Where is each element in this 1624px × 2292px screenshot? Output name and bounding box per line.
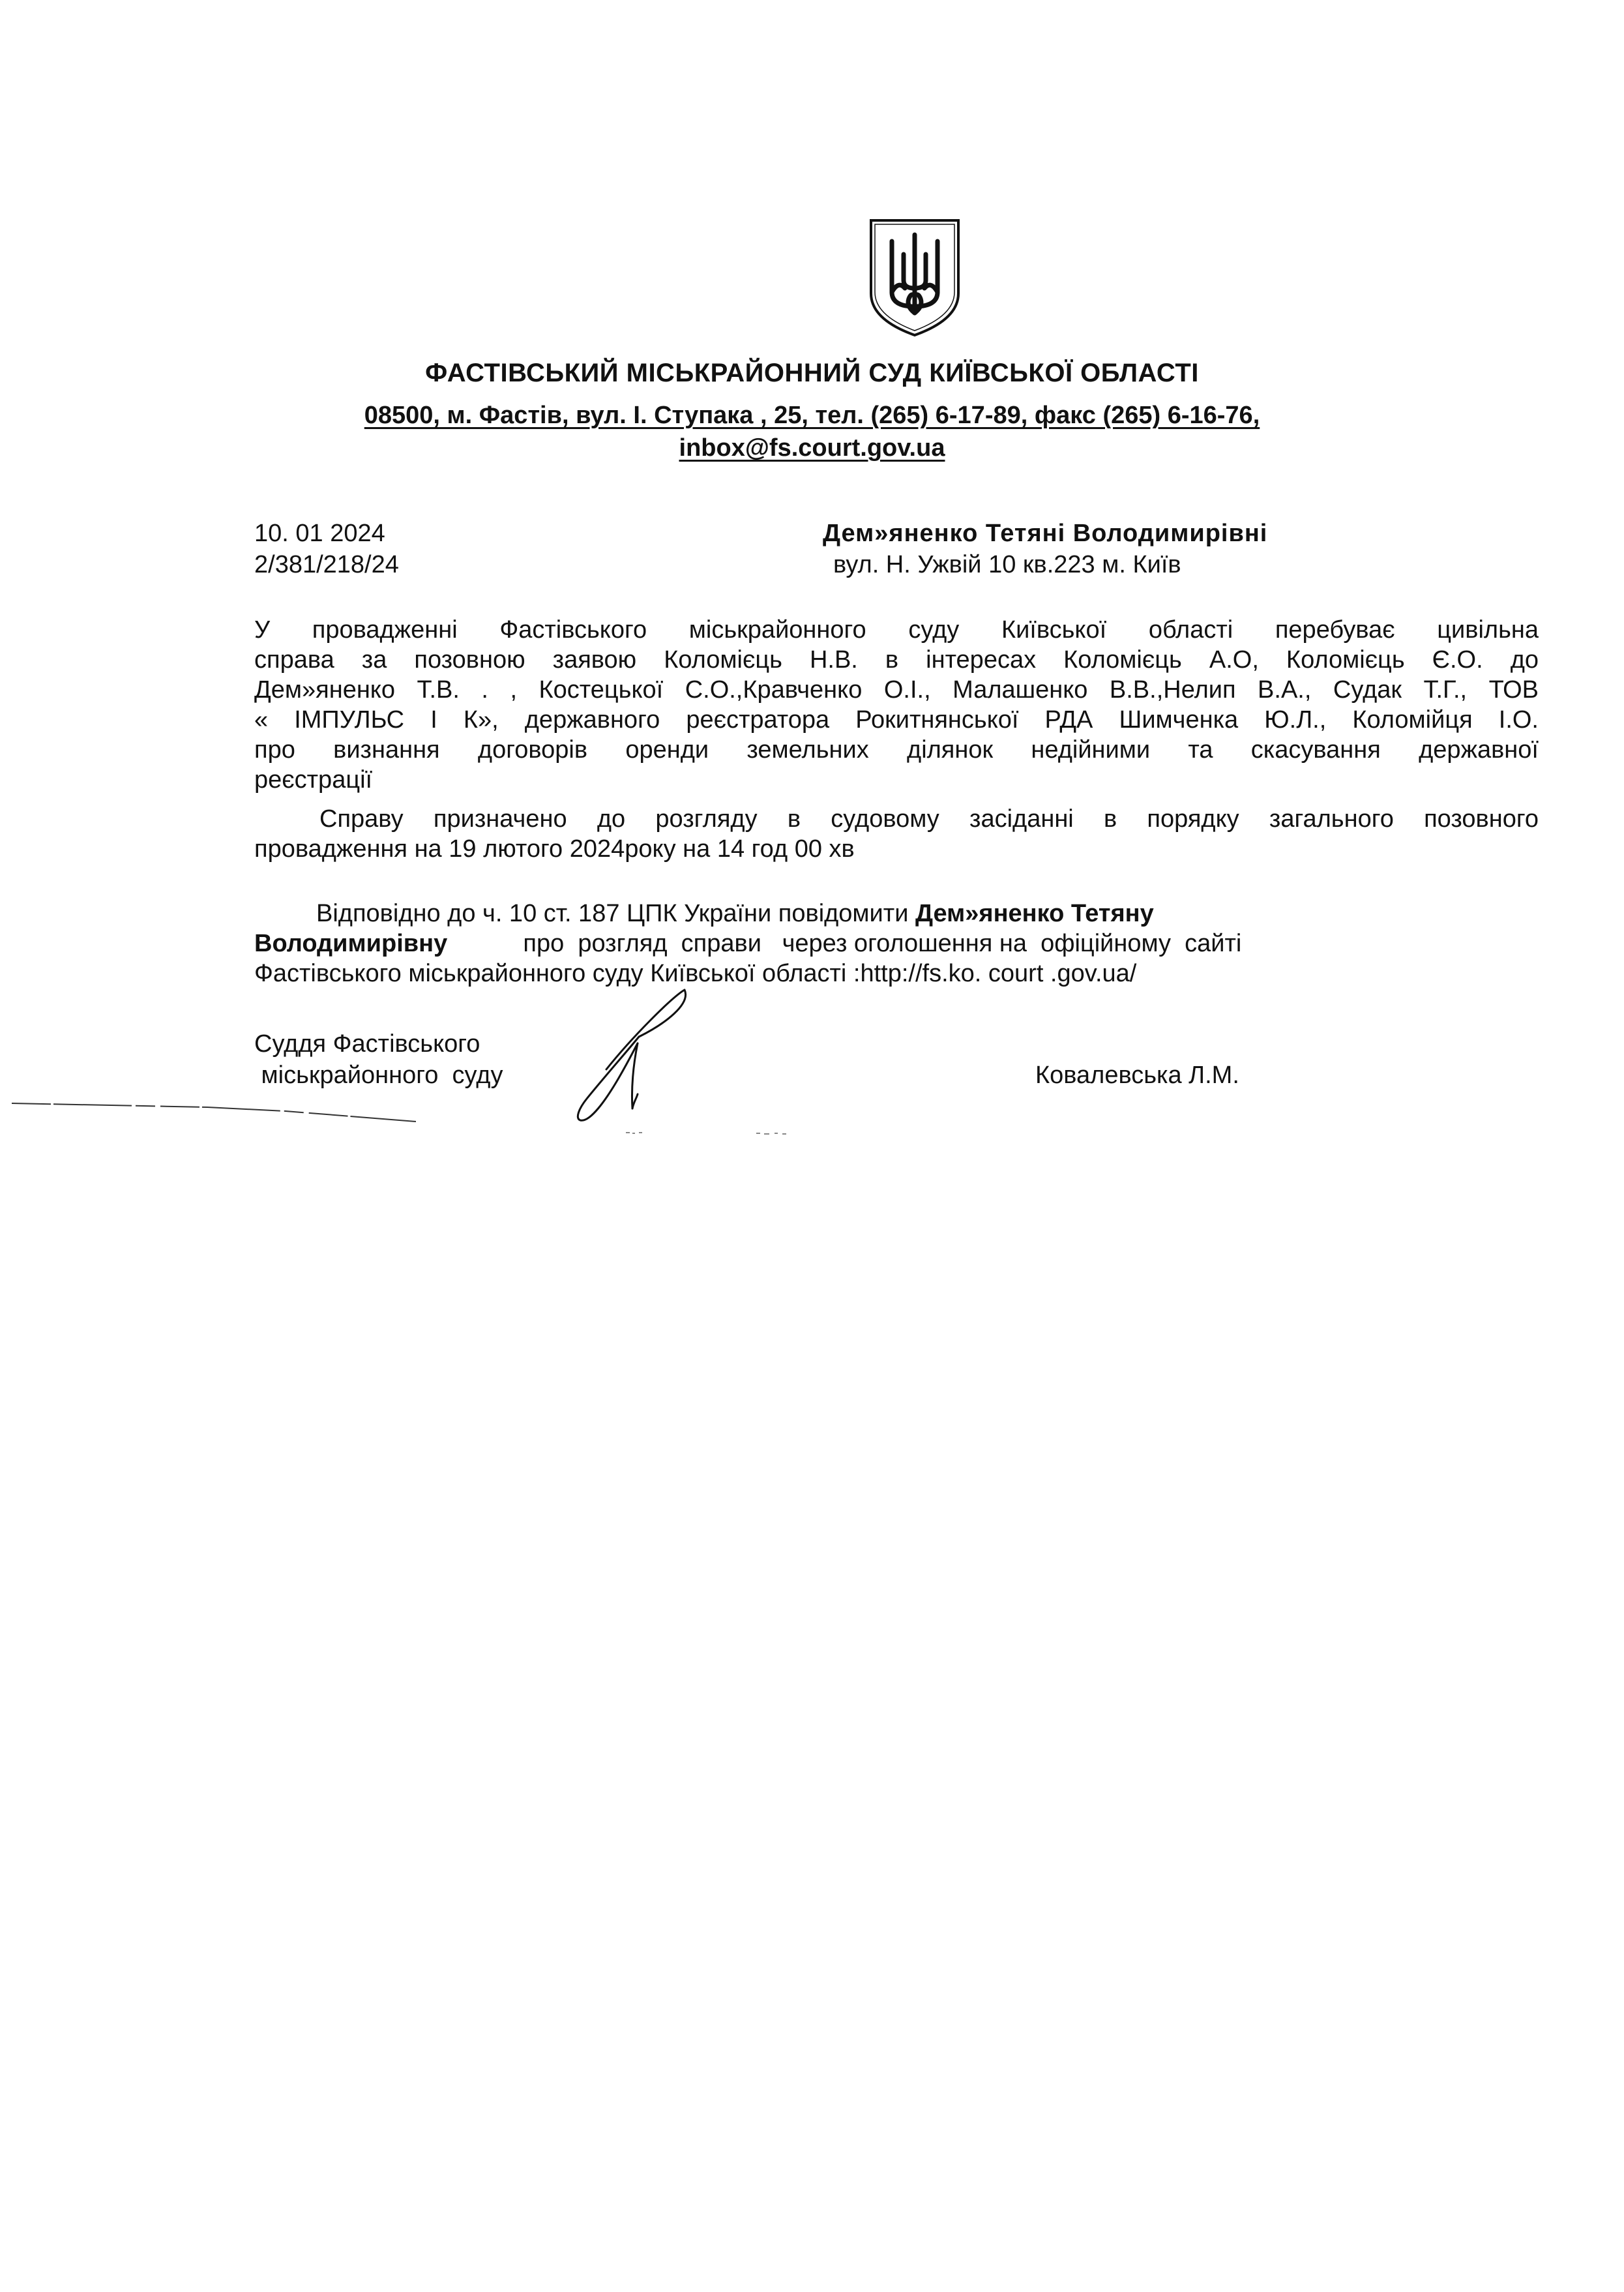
paragraph-line: справа за позовною заявою Коломієць Н.В. в інтересах Коломієць А.О, Коломієць Є.О. до <box>254 646 1539 674</box>
paragraph-line <box>254 929 1539 959</box>
court-email-line <box>0 432 1624 464</box>
scan-artifact-specks <box>626 1128 834 1139</box>
paragraph-line: провадження на 19 лютого 2024року на 14 год 00 хв <box>254 835 855 863</box>
notification-paragraph <box>254 899 1539 989</box>
notification-text: Відповідно до ч. 10 ст. 187 ЦПК України повідомити <box>316 900 915 927</box>
paragraph-line: У провадженні Фастівського міськрайонного суду Київської області перебуває цивільна <box>254 616 1539 644</box>
notification-text: про розгляд справи через оголошення на офіційному сайті <box>447 930 1242 957</box>
recipient-address: вул. Н. Ужвій 10 кв.223 м. Київ <box>833 551 1181 578</box>
paragraph-line: реєстрації <box>254 766 373 794</box>
ukraine-trident-emblem-icon <box>866 215 964 339</box>
paragraph-line: Фастівського міськрайонного суду Київської області :http://fs.ko. court .gov.ua/ <box>254 960 1137 987</box>
paragraph-line: про визнання договорів оренди земельних ділянок недійними та скасування державної <box>254 736 1539 764</box>
handwritten-signature <box>561 978 704 1128</box>
hearing-schedule-paragraph <box>254 804 1539 864</box>
case-description-paragraph <box>254 615 1539 795</box>
paragraph-line <box>254 899 1539 929</box>
judge-title-line-1: Суддя Фастівського <box>254 1030 480 1058</box>
outgoing-number: 2/381/218/24 <box>254 551 399 578</box>
recipient-name: Дем»яненко Тетяні Володимирівні <box>823 520 1268 547</box>
paragraph-line: Справу призначено до розгляду в судовому засіданні в порядку загального позовного <box>319 805 1539 833</box>
judge-name: Ковалевська Л.М. <box>1035 1062 1239 1089</box>
paragraph-line: « ІМПУЛЬС І К», державного реєстратора Рокитнянської РДА Шимченка Ю.Л., Коломійця І.О. <box>254 706 1539 734</box>
notified-person-patronymic: Володимирівну <box>254 930 448 957</box>
court-address <box>0 399 1624 464</box>
court-name-heading: ФАСТІВСЬКИЙ МІСЬКРАЙОННИЙ СУД КИЇВСЬКОЇ ОБЛАСТІ <box>425 359 1199 387</box>
court-address-line-1: 08500, м. Фастів, вул. І. Ступака , 25, тел. (265) 6-17-89, факс (265) 6-16-76, <box>364 402 1260 429</box>
document-date: 10. 01 2024 <box>254 520 385 547</box>
scan-artifact-line <box>12 1097 416 1142</box>
court-email-link[interactable]: inbox@fs.court.gov.ua <box>679 434 945 462</box>
notified-person-name: Дем»яненко Тетяну <box>915 900 1154 927</box>
paragraph-line: Дем»яненко Т.В. . , Костецької С.О.,Кравченко О.І., Малашенко В.В.,Нелип В.А., Судак Т.Г., ТОВ <box>254 676 1539 704</box>
judge-title-line-2: міськрайонного суду <box>254 1062 503 1089</box>
